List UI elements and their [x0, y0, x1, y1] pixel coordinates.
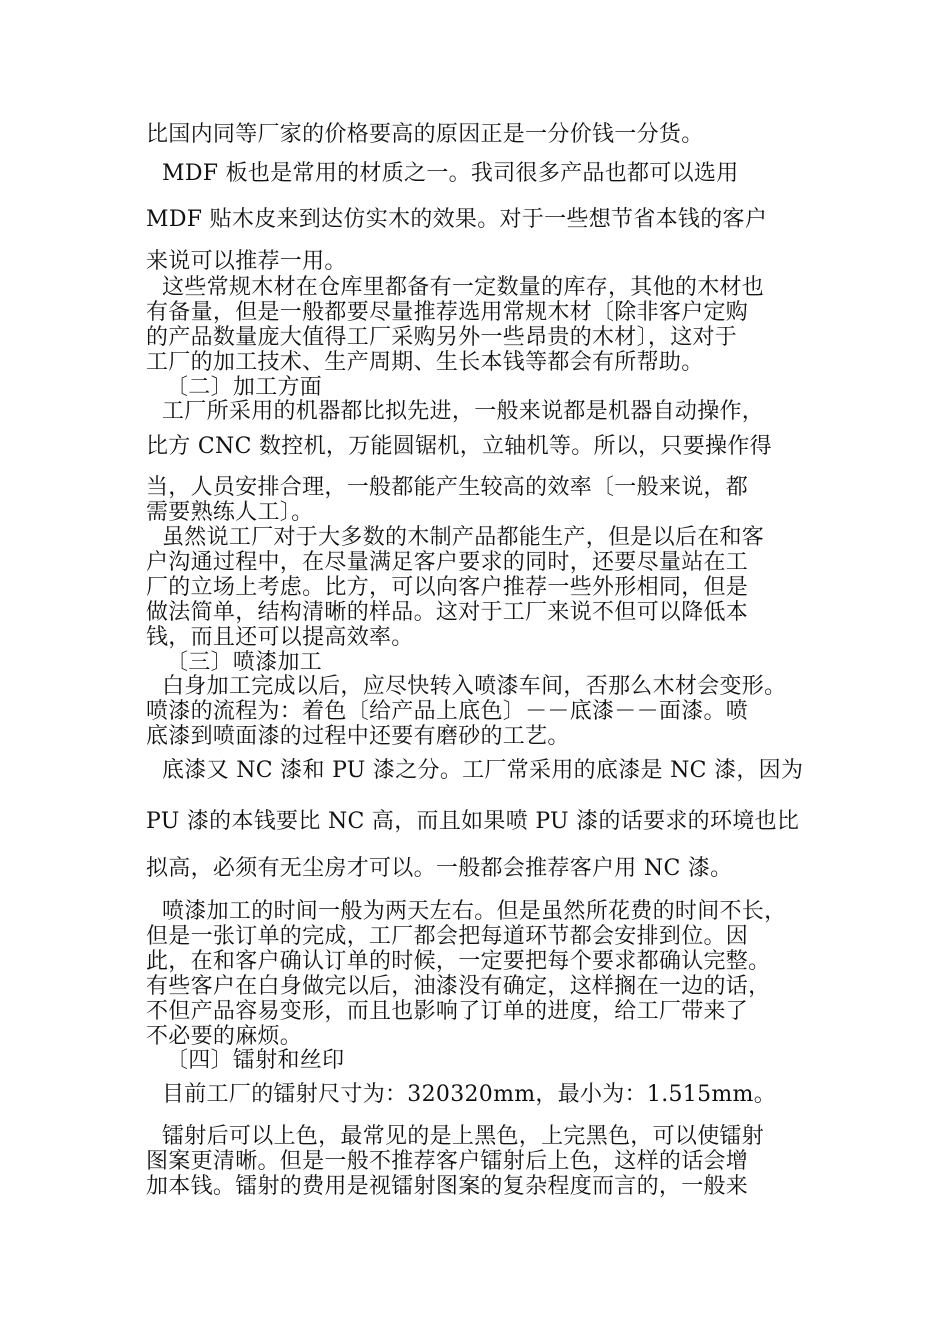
text-line: 喷漆加工的时间一般为两天左右。但是虽然所花费的时间不长， — [162, 899, 787, 924]
text-line: 喷漆的流程为：着色〔给产品上底色〕－－底漆－－面漆。喷 — [146, 699, 749, 724]
section-heading: 〔四〕镭射和丝印 — [166, 1048, 345, 1073]
text-line: 底漆到喷面漆的过程中还要有磨砂的工艺。 — [146, 724, 570, 749]
text-line: 的产品数量庞大值得工厂采购另外一些昂贵的木材〕，这对于 — [146, 325, 738, 350]
text-line: 不必要的麻烦。 — [146, 1024, 303, 1049]
text-line: 虽然说工厂对于大多数的木制产品都能生产，但是以后在和客 — [162, 525, 765, 550]
text-line: 底漆又 NC 漆和 PU 漆之分。工厂常采用的底漆是 NC 漆，因为 — [162, 758, 804, 783]
text-line: 户沟通过程中，在尽量满足客户要求的同时，还要尽量站在工 — [146, 550, 749, 575]
text-line: 厂的立场上考虑。比方，可以向客户推荐一些外形相同，但是 — [146, 575, 749, 600]
text-line: 镭射后可以上色，最常见的是上黑色，上完黑色，可以使镭射 — [162, 1124, 765, 1149]
text-line: 钱，而且还可以提高效率。 — [146, 625, 414, 650]
text-line: 但是一张订单的完成，工厂都会把每道环节都会安排到位。因 — [146, 924, 749, 949]
text-line: 此，在和客户确认订单的时候，一定要把每个要求都确认完整。 — [146, 949, 771, 974]
text-line: 有些客户在白身做完以后，油漆没有确定，这样搁在一边的话， — [146, 974, 771, 999]
text-line: 比国内同等厂家的价格要高的原因正是一分价钱一分货。 — [146, 122, 704, 147]
text-line: 需要熟练人工〕。 — [146, 500, 314, 525]
text-line: 白身加工完成以后，应尽快转入喷漆车间，否那么木材会变形。 — [162, 674, 787, 699]
text-line: 不但产品容易变形，而且也影响了订单的进度，给工厂带来了 — [146, 999, 749, 1024]
text-line: 当，人员安排合理，一般都能产生较高的效率〔一般来说，都 — [146, 475, 749, 500]
text-line: 来说可以推荐一用。 — [146, 249, 347, 274]
section-heading: 〔三〕喷漆加工 — [166, 650, 323, 675]
text-line: MDF 贴木皮来到达仿实木的效果。对于一些想节省本钱的客户 — [146, 207, 768, 232]
text-line: 有备量，但是一般都要尽量推荐选用常规木材〔除非客户定购 — [146, 300, 749, 325]
text-line: 工厂所采用的机器都比拟先进，一般来说都是机器自动操作， — [162, 399, 765, 424]
section-heading: 〔二〕加工方面 — [166, 375, 323, 400]
text-line: 目前工厂的镭射尺寸为：320320mm，最小为：1.515mm。 — [162, 1082, 777, 1107]
text-line: PU 漆的本钱要比 NC 高，而且如果喷 PU 漆的话要求的环境也比 — [146, 809, 800, 834]
text-line: 工厂的加工技术、生产周期、生长本钱等都会有所帮助。 — [146, 350, 704, 375]
text-line: 图案更清晰。但是一般不推荐客户镭射后上色，这样的话会增 — [146, 1149, 749, 1174]
text-line: 比方 CNC 数控机，万能圆锯机，立轴机等。所以，只要操作得 — [146, 434, 772, 459]
text-line: MDF 板也是常用的材质之一。我司很多产品也都可以选用 — [162, 161, 739, 186]
text-line: 加本钱。镭射的费用是视镭射图案的复杂程度而言的，一般来 — [146, 1174, 749, 1199]
text-line: 拟高，必须有无尘房才可以。一般都会推荐客户用 NC 漆。 — [146, 856, 733, 881]
text-line: 这些常规木材在仓库里都备有一定数量的库存，其他的木材也 — [162, 275, 765, 300]
text-line: 做法简单，结构清晰的样品。这对于工厂来说不但可以降低本 — [146, 600, 749, 625]
